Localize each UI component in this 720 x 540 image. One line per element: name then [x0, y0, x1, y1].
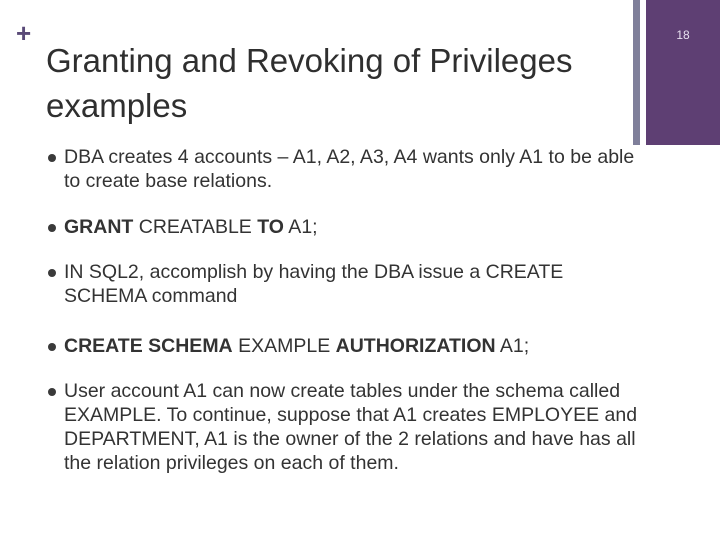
bullet-dot-icon: [48, 224, 56, 232]
plus-icon: +: [16, 18, 32, 48]
sql-text: A1;: [495, 335, 530, 357]
sql-keyword: CREATE SCHEMA: [64, 335, 233, 357]
bullet-text: User account A1 can now create tables under the schema called EXAMPLE. To continue, suppose that A1 creates EMPLOYEE and DEPARTMENT, A1 is the owner of the 2 relations and have has all the relation privileges on each of them.: [64, 380, 638, 474]
page-number: 18: [676, 28, 690, 42]
sql-keyword: TO: [257, 216, 284, 238]
accent-bar: [633, 0, 640, 145]
slide-title: Granting and Revoking of Privileges examples: [46, 42, 573, 124]
sql-keyword: AUTHORIZATION: [335, 335, 496, 357]
bullet-item: [48, 379, 648, 475]
sql-keyword: GRANT: [64, 216, 134, 238]
bullet-dot-icon: [48, 388, 56, 396]
bullet-item: [48, 215, 648, 239]
bullet-text: IN SQL2, accomplish by having the DBA issue a CREATE SCHEMA command: [64, 261, 564, 307]
bullet-text: DBA creates 4 accounts – A1, A2, A3, A4 wants only A1 to be able to create base relations.: [64, 146, 635, 192]
sql-text: EXAMPLE: [232, 335, 336, 357]
sql-text: CREATABLE: [133, 216, 258, 238]
bullet-item: [48, 260, 648, 308]
bullet-dot-icon: [48, 269, 56, 277]
bullet-dot-icon: [48, 154, 56, 162]
sql-text: A1;: [283, 216, 318, 238]
bullet-item: [48, 334, 648, 358]
bullet-dot-icon: [48, 343, 56, 351]
bullet-item: [48, 145, 648, 193]
side-panel: [646, 0, 720, 145]
